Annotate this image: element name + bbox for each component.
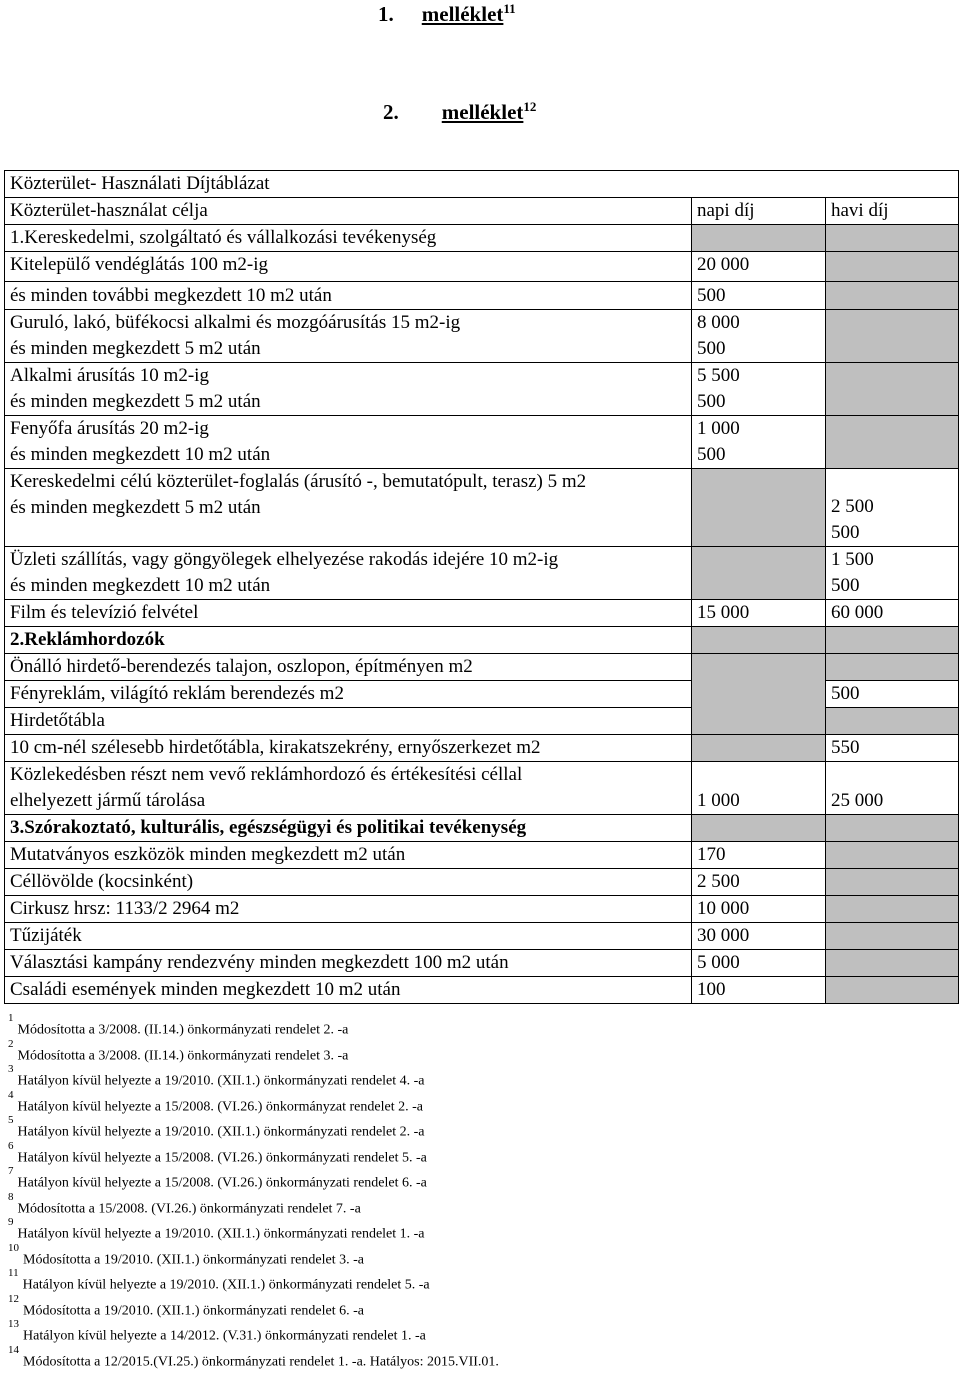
- footnote-text: Módosította a 3/2008. (II.14.) önkormányzati rendelet 3. -a: [17, 1048, 349, 1064]
- footnote-text: Hatályon kívül helyezte a 15/2008. (VI.26.) önkormányzati rendelet 5. -a: [17, 1150, 427, 1166]
- daily-fee: 170: [692, 842, 826, 869]
- footnote: [8, 1012, 948, 1038]
- shaded-cell: [692, 654, 826, 735]
- table-title-row: [5, 171, 959, 198]
- row-label: Választási kampány rendezvény minden megkezdett 100 m2 után: [5, 950, 692, 977]
- table-row: [5, 416, 959, 469]
- daily-fee: 2 500: [692, 869, 826, 896]
- table-row: [5, 600, 959, 627]
- row-label: Cirkusz hrsz: 1133/2 2964 m2: [5, 896, 692, 923]
- header-monthly: havi díj: [826, 198, 959, 225]
- daily-fee: 1 000: [692, 762, 826, 815]
- footnote: [8, 1038, 948, 1064]
- row-label: és minden további megkezdett 10 m2 után: [5, 282, 692, 310]
- row-label-line: és minden megkezdett 10 m2 után: [10, 444, 271, 465]
- footnote-text: Hatályon kívül helyezte a 15/2008. (VI.26.) önkormányzati rendelet 6. -a: [17, 1175, 427, 1191]
- fee-value: 500: [697, 391, 726, 412]
- row-label: Hirdetőtábla: [5, 708, 692, 735]
- fee-value: 500: [697, 444, 726, 465]
- shaded-cell: [826, 950, 959, 977]
- footnote: [8, 1216, 948, 1242]
- shaded-cell: [826, 896, 959, 923]
- daily-fee: 20 000: [692, 252, 826, 282]
- footnote-number: 1: [8, 1012, 14, 1024]
- shaded-cell: [826, 225, 959, 252]
- monthly-fee: [826, 469, 959, 547]
- daily-fee: [692, 310, 826, 363]
- fee-value: 1 000: [697, 418, 740, 439]
- shaded-cell: [826, 252, 959, 282]
- section-row: [5, 225, 959, 252]
- fee-value: 500: [831, 522, 860, 543]
- table-row: [5, 252, 959, 282]
- footnote: [8, 1267, 948, 1293]
- table-title: Közterület- Használati Díjtáblázat: [5, 171, 959, 198]
- row-label-line: Kereskedelmi célú közterület-foglalás (árusító -, bemutatópult, terasz) 5 m2: [10, 471, 587, 492]
- footnote: [8, 1140, 948, 1166]
- row-label: Mutatványos eszközök minden megkezdett m2 után: [5, 842, 692, 869]
- footnote: [8, 1063, 948, 1089]
- footnote-number: 5: [8, 1114, 14, 1126]
- footnote-text: Módosította a 3/2008. (II.14.) önkormányzati rendelet 2. -a: [17, 1022, 349, 1038]
- table-row: [5, 923, 959, 950]
- fee-value: 2 500: [831, 496, 874, 517]
- shaded-cell: [826, 842, 959, 869]
- shaded-cell: [692, 627, 826, 654]
- daily-fee: 500: [692, 282, 826, 310]
- table-row: [5, 950, 959, 977]
- table-row: [5, 735, 959, 762]
- row-label-line: és minden megkezdett 10 m2 után: [10, 575, 271, 596]
- daily-fee: 30 000: [692, 923, 826, 950]
- footnote: [8, 1165, 948, 1191]
- row-label-line: és minden megkezdett 5 m2 után: [10, 497, 261, 518]
- annex-2-heading: [383, 100, 536, 124]
- row-label: Kitelepülő vendéglátás 100 m2-ig: [5, 252, 692, 282]
- monthly-fee: 25 000: [826, 762, 959, 815]
- monthly-fee: 60 000: [826, 600, 959, 627]
- shaded-cell: [826, 282, 959, 310]
- shaded-cell: [826, 627, 959, 654]
- footnote: [8, 1318, 948, 1344]
- shaded-cell: [692, 469, 826, 547]
- shaded-cell: [826, 363, 959, 416]
- row-label-line: Fenyőfa árusítás 20 m2-ig: [10, 418, 209, 439]
- fee-value: 5 500: [697, 365, 740, 386]
- shaded-cell: [826, 977, 959, 1004]
- monthly-fee: [826, 547, 959, 600]
- shaded-cell: [826, 708, 959, 735]
- fee-table: [4, 170, 959, 1004]
- section-title: 2.Reklámhordozók: [5, 627, 692, 654]
- header-daily: napi díj: [692, 198, 826, 225]
- table-header-row: [5, 198, 959, 225]
- footnote-text: Módosította a 15/2008. (VI.26.) önkormányzati rendelet 7. -a: [17, 1201, 361, 1217]
- shaded-cell: [826, 416, 959, 469]
- footnote: [8, 1191, 948, 1217]
- footnote-text: Módosította a 19/2010. (XII.1.) önkormányzati rendelet 6. -a: [23, 1303, 364, 1319]
- row-label: [5, 547, 692, 600]
- table-row: [5, 869, 959, 896]
- footnote: [8, 1114, 948, 1140]
- monthly-fee: 500: [826, 681, 959, 708]
- footnote: [8, 1089, 948, 1115]
- daily-fee: 100: [692, 977, 826, 1004]
- row-label-line: és minden megkezdett 5 m2 után: [10, 338, 261, 359]
- daily-fee: 15 000: [692, 600, 826, 627]
- section-title: 1.Kereskedelmi, szolgáltató és vállalkozási tevékenység: [5, 225, 692, 252]
- daily-fee: 10 000: [692, 896, 826, 923]
- fee-value: 500: [831, 575, 860, 596]
- footnote-number: 9: [8, 1216, 14, 1228]
- section-row: [5, 815, 959, 842]
- table-row: [5, 363, 959, 416]
- table-row: [5, 469, 959, 547]
- row-label-line: Közlekedésben részt nem vevő reklámhordozó és értékesítési céllal: [10, 764, 523, 785]
- footnote-ref: 11: [503, 1, 516, 16]
- footnote-number: 2: [8, 1037, 14, 1050]
- daily-fee: [692, 416, 826, 469]
- shaded-cell: [826, 654, 959, 681]
- annex-number: 1.: [378, 2, 394, 26]
- footnote-number: 8: [8, 1190, 14, 1203]
- header-purpose: Közterület-használat célja: [5, 198, 692, 225]
- daily-fee: [692, 363, 826, 416]
- shaded-cell: [826, 815, 959, 842]
- footnote-number: 11: [8, 1267, 19, 1279]
- annex-word: melléklet: [441, 100, 524, 124]
- row-label-line: Üzleti szállítás, vagy göngyölegek elhelyezése rakodás idejére 10 m2-ig: [10, 549, 559, 570]
- shaded-cell: [692, 225, 826, 252]
- footnote-text: Módosította a 19/2010. (XII.1.) önkormányzati rendelet 3. -a: [23, 1252, 364, 1268]
- shaded-cell: [692, 735, 826, 762]
- footnote-number: 3: [8, 1063, 14, 1075]
- row-label-line: elhelyezett jármű tárolása: [10, 790, 206, 811]
- row-label: [5, 363, 692, 416]
- annex-word: melléklet: [421, 2, 504, 26]
- monthly-fee: 550: [826, 735, 959, 762]
- footnote-text: Hatályon kívül helyezte a 19/2010. (XII.1.) önkormányzati rendelet 1. -a: [17, 1226, 425, 1242]
- shaded-cell: [692, 547, 826, 600]
- footnote-text: Hatályon kívül helyezte a 19/2010. (XII.1.) önkormányzati rendelet 2. -a: [17, 1124, 425, 1140]
- table-row: [5, 310, 959, 363]
- fee-value: 8 000: [697, 312, 740, 333]
- fee-value: 1 500: [831, 549, 874, 570]
- shaded-cell: [826, 310, 959, 363]
- row-label: Film és televízió felvétel: [5, 600, 692, 627]
- daily-fee: 5 000: [692, 950, 826, 977]
- footnote-number: 10: [8, 1241, 19, 1254]
- shaded-cell: [826, 869, 959, 896]
- row-label: 10 cm-nél szélesebb hirdetőtábla, kirakatszekrény, ernyőszerkezet m2: [5, 735, 692, 762]
- footnote: [8, 1242, 948, 1268]
- footnote-number: 4: [8, 1088, 14, 1101]
- footnote-text: Módosította a 12/2015.(VI.25.) önkormányzati rendelet 1. -a. Hatályos: 2015.VII.01.: [23, 1354, 499, 1370]
- row-label: [5, 416, 692, 469]
- footnote-number: 14: [8, 1343, 19, 1356]
- row-label: Önálló hirdető-berendezés talajon, oszlopon, építményen m2: [5, 654, 692, 681]
- table-row: [5, 977, 959, 1004]
- table-row: [5, 762, 959, 815]
- footnote-number: 6: [8, 1139, 14, 1152]
- shaded-cell: [826, 923, 959, 950]
- section-row: [5, 627, 959, 654]
- footnote-text: Hatályon kívül helyezte a 19/2010. (XII.1.) önkormányzati rendelet 5. -a: [22, 1277, 430, 1293]
- footnote-text: Hatályon kívül helyezte a 15/2008. (VI.26.) önkormányzat rendelet 2. -a: [17, 1099, 423, 1115]
- annex-number: 2.: [383, 100, 399, 124]
- row-label: [5, 310, 692, 363]
- row-label: [5, 762, 692, 815]
- row-label: [5, 469, 692, 547]
- footnote-text: Hatályon kívül helyezte a 14/2012. (V.31.) önkormányzati rendelet 1. -a: [23, 1328, 426, 1344]
- table-row: [5, 282, 959, 310]
- section-title: 3.Szórakoztató, kulturális, egészségügyi és politikai tevékenység: [5, 815, 692, 842]
- footnote-ref: 12: [523, 99, 537, 114]
- footnote-number: 13: [8, 1318, 19, 1330]
- row-label-line: Alkalmi árusítás 10 m2-ig: [10, 365, 209, 386]
- footnote: [8, 1344, 948, 1370]
- table-row: [5, 547, 959, 600]
- footnote-number: 7: [8, 1165, 14, 1177]
- row-label: Családi események minden megkezdett 10 m2 után: [5, 977, 692, 1004]
- table-row: [5, 654, 959, 681]
- row-label: Céllövölde (kocsinként): [5, 869, 692, 896]
- footnote-text: Hatályon kívül helyezte a 19/2010. (XII.1.) önkormányzati rendelet 4. -a: [17, 1073, 425, 1089]
- footnote-number: 12: [8, 1292, 19, 1305]
- footnote: [8, 1293, 948, 1319]
- row-label: Fényreklám, világító reklám berendezés m2: [5, 681, 692, 708]
- table-row: [5, 842, 959, 869]
- fee-value: 500: [697, 338, 726, 359]
- row-label: Tűzijáték: [5, 923, 692, 950]
- row-label-line: Guruló, lakó, büfékocsi alkalmi és mozgóárusítás 15 m2-ig: [10, 312, 461, 333]
- row-label-line: és minden megkezdett 5 m2 után: [10, 391, 261, 412]
- annex-1-heading: [378, 2, 516, 26]
- table-row: [5, 896, 959, 923]
- footnotes: [8, 1012, 948, 1369]
- shaded-cell: [692, 815, 826, 842]
